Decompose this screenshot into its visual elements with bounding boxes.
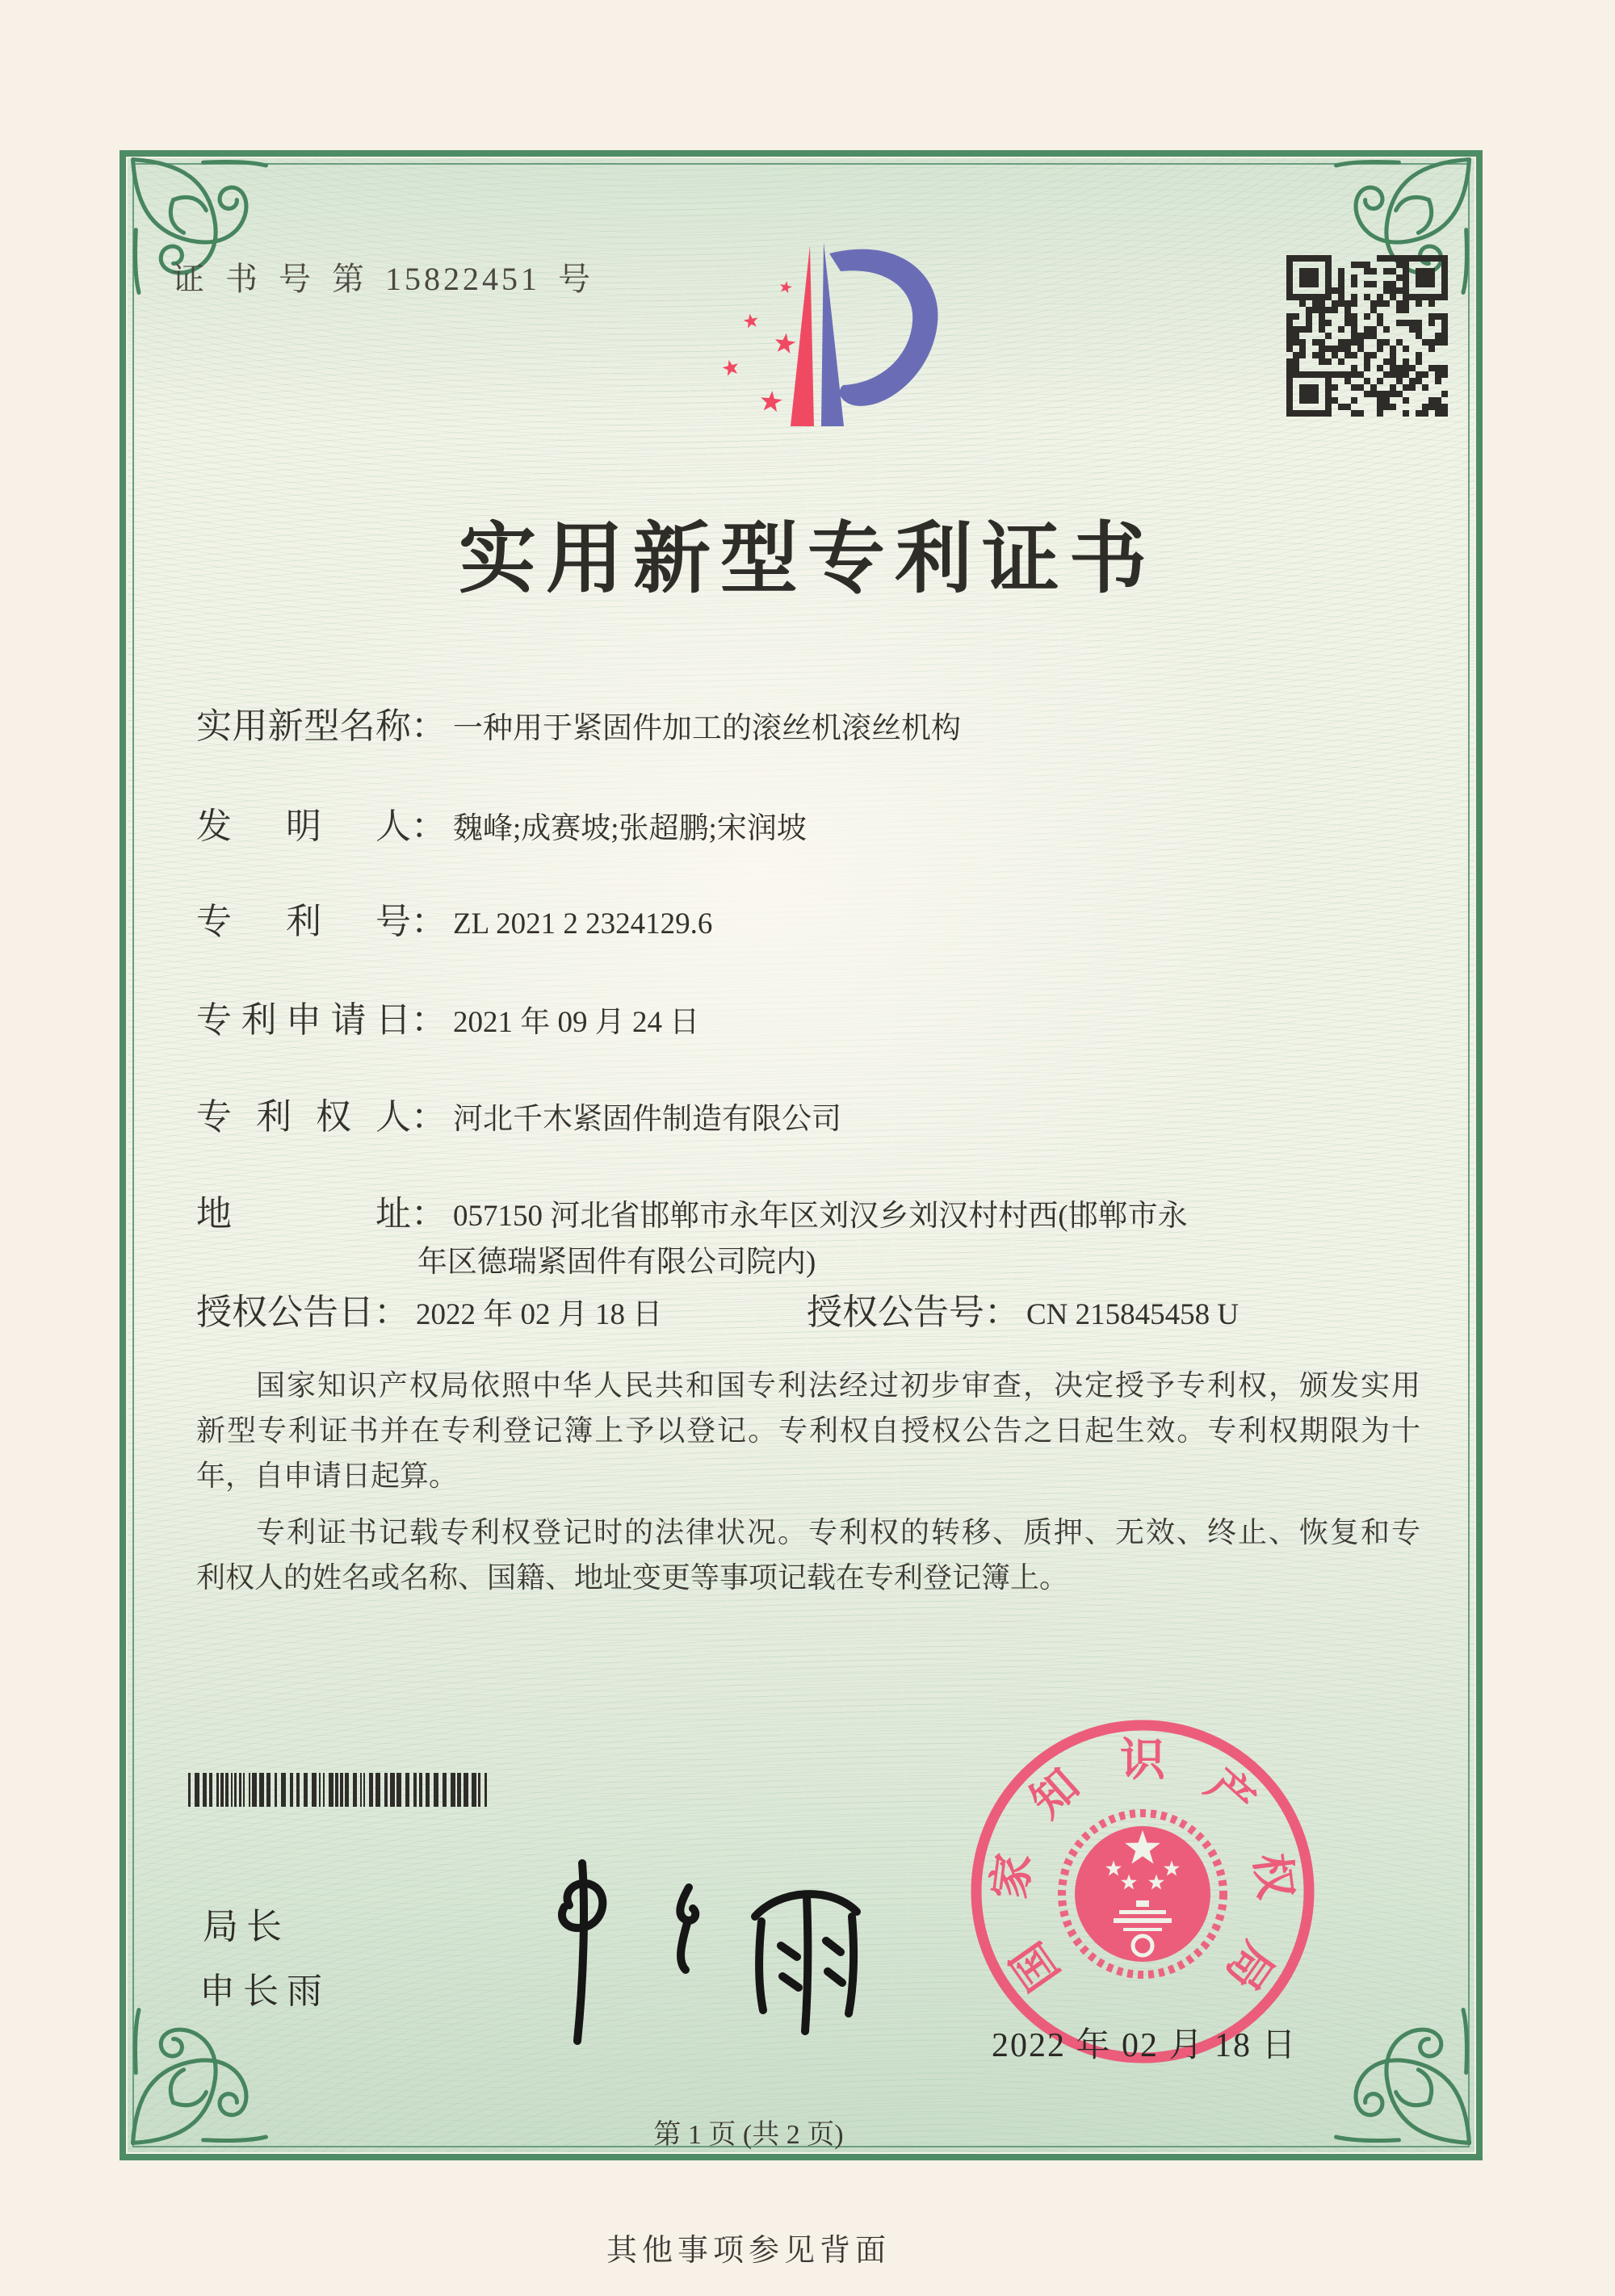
grant-date-label: 授权公告日 xyxy=(196,1293,374,1332)
grant-date-value: 2022 年 02 月 18 日 xyxy=(416,1298,663,1331)
paragraph-line: 利权人的姓名或名称、国籍、地址变更等事项记载在专利登记簿上。 xyxy=(196,1561,1069,1594)
field-label: 地址 xyxy=(196,1194,411,1234)
field-label: 发明人 xyxy=(196,807,411,846)
star-icon xyxy=(721,358,740,376)
page-number: 第 1 页 (共 2 页) xyxy=(653,2120,844,2150)
star-icon xyxy=(774,332,797,354)
field-row-patent-number xyxy=(196,899,712,947)
paragraph-line: 年，自申请日起算。 xyxy=(196,1460,459,1492)
field-label: 专利权人 xyxy=(196,1097,411,1137)
field-label: 实用新型名称 xyxy=(196,706,411,746)
paragraph-line: 国家知识产权局依照中华人民共和国专利法经过初步审查，决定授予专利权，颁发实用 xyxy=(256,1369,1420,1401)
field-colon: ： xyxy=(411,1194,447,1234)
seal-char: 权 xyxy=(1244,1850,1301,1902)
paragraph-line: 专利证书记载专利权登记时的法律状况。专利权的转移、质押、无效、终止、恢复和专 xyxy=(256,1516,1420,1548)
seal-char: 产 xyxy=(1196,1760,1264,1828)
barcode xyxy=(188,1773,495,1807)
field-value-address-line2: 年区德瑞紧固件有限公司院内) xyxy=(417,1246,816,1279)
seal-char: 国 xyxy=(1002,1933,1070,1999)
star-icon xyxy=(778,280,793,294)
field-colon: ： xyxy=(411,807,447,846)
field-colon: ： xyxy=(374,1293,409,1332)
field-value: 一种用于紧固件加工的滚丝机滚丝机构 xyxy=(453,712,961,745)
star-icon xyxy=(760,390,783,413)
grant-number-value: CN 215845458 U xyxy=(1026,1298,1240,1331)
field-colon: ： xyxy=(411,1097,447,1137)
seal-date: 2022 年 02 月 18 日 xyxy=(992,2027,1298,2064)
field-colon: ： xyxy=(411,706,447,746)
field-row-grant xyxy=(196,1290,1240,1338)
field-value: ZL 2021 2 2324129.6 xyxy=(453,907,713,941)
director-name: 申长雨 xyxy=(199,1971,330,2011)
seal-char: 识 xyxy=(1120,1736,1165,1786)
certificate-title: 实用新型专利证书 xyxy=(459,516,1156,602)
field-colon: ： xyxy=(411,1000,447,1040)
seal-char: 知 xyxy=(1021,1760,1089,1828)
certificate-number: 证 书 号 第 15822451 号 xyxy=(172,261,594,297)
cnipa-logo-icon xyxy=(682,224,957,441)
field-row-patentee xyxy=(196,1095,841,1142)
back-note: 其他事项参见背面 xyxy=(606,2234,891,2268)
qr-code xyxy=(1286,255,1448,417)
field-row-inventors xyxy=(196,804,807,852)
field-colon: ： xyxy=(984,1293,1020,1332)
grant-number-label: 授权公告号 xyxy=(807,1293,984,1332)
signature-icon xyxy=(448,1849,917,2051)
field-value: 河北千木紧固件制造有限公司 xyxy=(453,1103,841,1136)
seal-char: 家 xyxy=(984,1850,1041,1902)
field-value: 2021 年 09 月 24 日 xyxy=(453,1006,700,1039)
paragraph-line: 新型专利证书并在专利登记簿上予以登记。专利权自授权公告之日起生效。专利权期限为十 xyxy=(196,1414,1420,1447)
grant-number-pair xyxy=(807,1290,1239,1338)
seal-char: 局 xyxy=(1215,1933,1283,1999)
field-label: 专利申请日 xyxy=(196,1000,411,1040)
field-row-filing-date xyxy=(196,998,699,1045)
field-label: 专利号 xyxy=(196,902,411,941)
star-icon xyxy=(742,312,759,329)
field-value: 057150 河北省邯郸市永年区刘汉乡刘汉村村西(邯郸市永 xyxy=(453,1200,1188,1233)
field-row-address xyxy=(196,1192,1188,1239)
field-value: 魏峰;成赛坡;张超鹏;宋润坡 xyxy=(453,812,807,845)
field-colon: ： xyxy=(411,902,447,941)
field-row-utility-model-name xyxy=(196,704,961,752)
director-title: 局长 xyxy=(203,1907,290,1946)
